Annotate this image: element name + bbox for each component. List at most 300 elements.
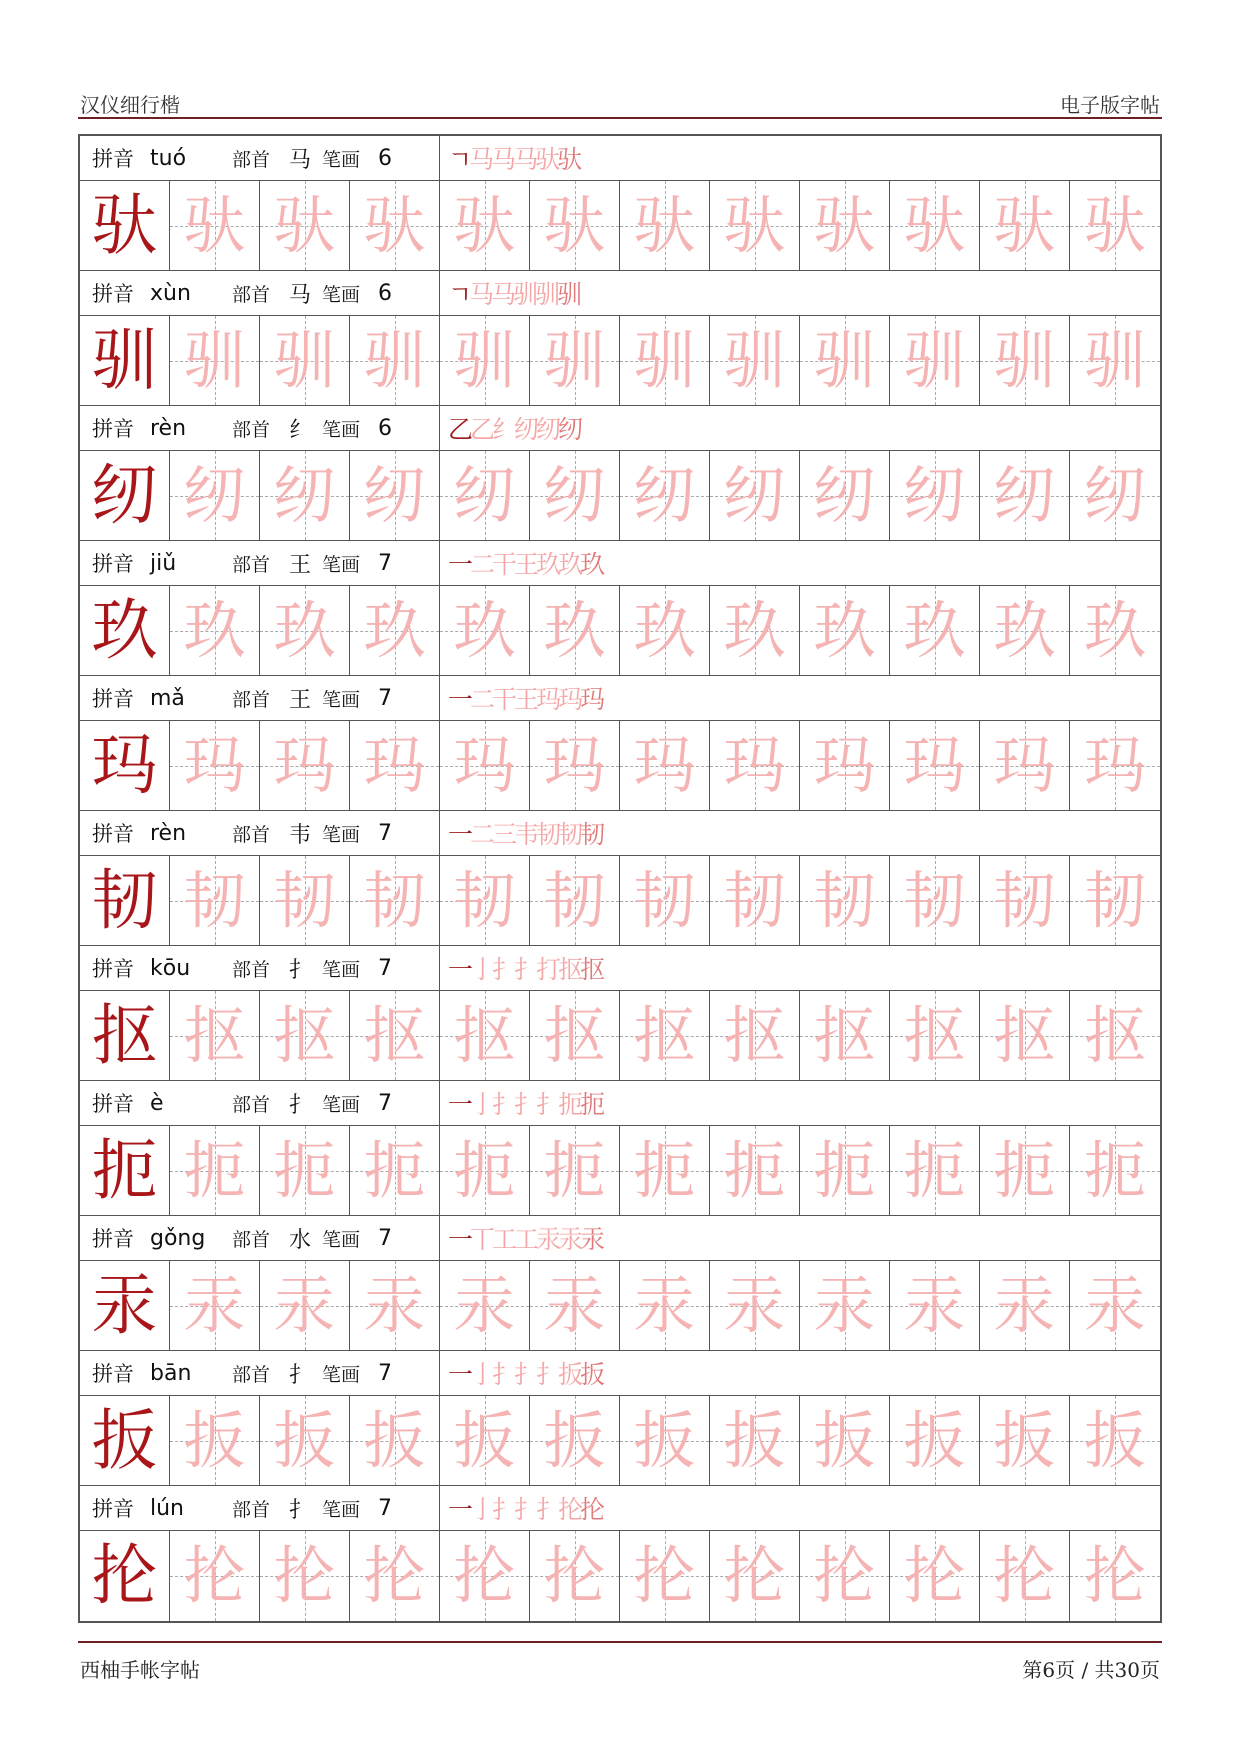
tracing-character: 扼 — [273, 1133, 336, 1207]
tracing-character: 玛 — [633, 728, 696, 802]
tracing-cell[interactable] — [530, 1261, 620, 1350]
radical-value: 王 — [288, 552, 311, 578]
tracing-character: 扳 — [273, 1403, 336, 1477]
stroke-step: 一 — [448, 820, 474, 849]
strokes-value: 6 — [378, 145, 392, 171]
stroke-step: 驯 — [535, 280, 561, 309]
stroke-step: 扌 — [536, 1360, 562, 1389]
tracing-cell[interactable] — [980, 1531, 1070, 1621]
tracing-character: 纫 — [903, 458, 966, 532]
tracing-cell[interactable] — [170, 586, 260, 675]
tracing-cell[interactable] — [800, 1261, 890, 1350]
tracing-cell[interactable] — [890, 1126, 980, 1215]
stroke-step: 驮 — [535, 145, 561, 174]
tracing-cell[interactable] — [980, 721, 1070, 810]
pinyin-label: 拼音 — [92, 1497, 134, 1521]
tracing-cell[interactable] — [890, 991, 980, 1080]
stroke-step: 一 — [448, 1225, 474, 1254]
stroke-step: 一 — [448, 1495, 474, 1524]
pinyin-value: gǒng — [150, 1225, 206, 1251]
tracing-cell[interactable] — [710, 1396, 800, 1485]
tracing-character: 汞 — [543, 1268, 606, 1342]
tracing-cell[interactable] — [620, 181, 710, 270]
entry-info-row — [80, 1351, 1160, 1396]
tracing-cell[interactable] — [980, 181, 1070, 270]
practice-sheet — [78, 134, 1162, 1623]
tracing-cell[interactable] — [890, 181, 980, 270]
tracing-cell[interactable] — [620, 721, 710, 810]
stroke-step: 纟 — [492, 415, 518, 444]
model-character: 抠 — [91, 996, 158, 1074]
tracing-character: 抠 — [993, 998, 1056, 1072]
tracing-character: 驮 — [543, 188, 606, 262]
tracing-character: 玖 — [363, 593, 426, 667]
tracing-character: 抠 — [633, 998, 696, 1072]
entry-info — [80, 946, 440, 990]
radical-label: 部首 — [232, 958, 271, 981]
tracing-cell[interactable] — [350, 721, 440, 810]
model-character: 玛 — [91, 726, 158, 804]
tracing-cell[interactable] — [620, 316, 710, 405]
tracing-cell[interactable] — [530, 451, 620, 540]
tracing-character: 抠 — [183, 998, 246, 1072]
tracing-character: 玖 — [813, 593, 876, 667]
tracing-cell[interactable] — [350, 451, 440, 540]
tracing-cell[interactable] — [1070, 181, 1160, 270]
tracing-character: 抠 — [363, 998, 426, 1072]
tracing-cell[interactable] — [260, 721, 350, 810]
tracing-cell[interactable] — [800, 451, 890, 540]
stroke-step: 扌 — [514, 1495, 540, 1524]
tracing-cell[interactable] — [800, 1531, 890, 1621]
entry-info — [80, 1216, 440, 1260]
tracing-cell[interactable] — [800, 991, 890, 1080]
stroke-sequence — [440, 946, 1160, 990]
pinyin-label: 拼音 — [92, 687, 134, 711]
stroke-step: 纫 — [514, 415, 540, 444]
tracing-cell[interactable] — [1070, 991, 1160, 1080]
tracing-cell[interactable] — [890, 1396, 980, 1485]
model-character: 扳 — [91, 1401, 158, 1479]
tracing-cell[interactable] — [800, 181, 890, 270]
tracing-cell[interactable] — [440, 316, 530, 405]
tracing-cell[interactable] — [260, 991, 350, 1080]
pinyin-label: 拼音 — [92, 282, 134, 306]
tracing-cell[interactable] — [980, 1126, 1070, 1215]
entry-info-row — [80, 406, 1160, 451]
radical-value: 韦 — [288, 822, 311, 848]
model-character: 驮 — [91, 186, 158, 264]
tracing-cell[interactable] — [1070, 1396, 1160, 1485]
tracing-cell[interactable] — [710, 1261, 800, 1350]
radical-value: 王 — [288, 687, 311, 713]
tracing-character: 抡 — [363, 1539, 426, 1612]
entry-info — [80, 136, 440, 180]
model-character-cell — [80, 586, 170, 675]
tracing-character: 抠 — [273, 998, 336, 1072]
tracing-cell[interactable] — [710, 316, 800, 405]
tracing-cell[interactable] — [980, 1396, 1070, 1485]
model-character: 驯 — [91, 321, 158, 399]
tracing-character: 抠 — [1083, 998, 1146, 1072]
tracing-character: 玛 — [543, 728, 606, 802]
tracing-cell[interactable] — [710, 181, 800, 270]
entry-info — [80, 406, 440, 450]
tracing-character: 抡 — [543, 1539, 606, 1612]
tracing-cell[interactable] — [350, 1261, 440, 1350]
tracing-cell[interactable] — [170, 991, 260, 1080]
page-footer — [80, 1648, 1160, 1688]
stroke-step: 三 — [492, 820, 518, 849]
tracing-character: 纫 — [1083, 458, 1146, 532]
tracing-cell[interactable] — [260, 1531, 350, 1621]
tracing-cell[interactable] — [530, 181, 620, 270]
practice-row — [80, 1396, 1160, 1486]
tracing-character: 玖 — [273, 593, 336, 667]
practice-row — [80, 856, 1160, 946]
strokes-value: 7 — [378, 1360, 392, 1386]
tracing-cell[interactable] — [440, 1261, 530, 1350]
radical-value: 扌 — [288, 1092, 311, 1118]
entry-info — [80, 1486, 440, 1530]
tracing-character: 玛 — [723, 728, 786, 802]
tracing-cell[interactable] — [350, 1531, 440, 1621]
stroke-step: 扳 — [558, 1360, 584, 1389]
model-character: 扼 — [91, 1131, 158, 1209]
tracing-cell[interactable] — [350, 856, 440, 945]
stroke-step: 亅 — [470, 1495, 496, 1524]
tracing-character: 扳 — [1083, 1403, 1146, 1477]
stroke-sequence — [440, 811, 1160, 855]
tracing-cell[interactable] — [1070, 856, 1160, 945]
stroke-step: 玛 — [536, 685, 562, 714]
tracing-cell[interactable] — [440, 1126, 530, 1215]
strokes-label: 笔画 — [322, 823, 361, 846]
tracing-cell[interactable] — [800, 856, 890, 945]
tracing-cell[interactable] — [170, 181, 260, 270]
stroke-step: 扌 — [536, 1090, 562, 1119]
tracing-cell[interactable] — [980, 1261, 1070, 1350]
tracing-character: 驮 — [363, 188, 426, 262]
tracing-cell[interactable] — [440, 856, 530, 945]
tracing-character: 抡 — [183, 1539, 246, 1612]
stroke-step: 工 — [514, 1225, 540, 1254]
tracing-character: 玖 — [1083, 593, 1146, 667]
tracing-cell[interactable] — [800, 1126, 890, 1215]
tracing-cell[interactable] — [440, 721, 530, 810]
tracing-character: 纫 — [363, 458, 426, 532]
tracing-cell[interactable] — [980, 586, 1070, 675]
tracing-cell[interactable] — [1070, 1261, 1160, 1350]
tracing-character: 抠 — [453, 998, 516, 1072]
stroke-step: 二 — [470, 685, 496, 714]
tracing-cell[interactable] — [1070, 721, 1160, 810]
tracing-character: 汞 — [1083, 1268, 1146, 1342]
tracing-cell[interactable] — [440, 181, 530, 270]
radical-value: 水 — [288, 1227, 311, 1253]
stroke-step: 马 — [491, 145, 517, 174]
tracing-character: 汞 — [363, 1268, 426, 1342]
tracing-character: 扳 — [903, 1403, 966, 1477]
tracing-character: 纫 — [633, 458, 696, 532]
tracing-cell[interactable] — [530, 316, 620, 405]
stroke-step: 王 — [514, 685, 540, 714]
tracing-character: 扼 — [1083, 1133, 1146, 1207]
tracing-cell[interactable] — [890, 451, 980, 540]
stroke-step: 玖 — [536, 550, 562, 579]
header-rule — [78, 117, 1162, 119]
tracing-cell[interactable] — [620, 1396, 710, 1485]
tracing-cell[interactable] — [1070, 1531, 1160, 1621]
tracing-cell[interactable] — [890, 1261, 980, 1350]
tracing-cell[interactable] — [800, 1396, 890, 1485]
tracing-cell[interactable] — [710, 721, 800, 810]
tracing-character: 抡 — [453, 1539, 516, 1612]
tracing-cell[interactable] — [260, 181, 350, 270]
tracing-cell[interactable] — [1070, 451, 1160, 540]
tracing-cell[interactable] — [170, 856, 260, 945]
tracing-character: 韧 — [543, 863, 606, 937]
stroke-sequence — [440, 1081, 1160, 1125]
pinyin-value: rèn — [150, 820, 187, 846]
stroke-step: ㄱ — [448, 145, 473, 174]
tracing-cell[interactable] — [800, 721, 890, 810]
practice-row — [80, 1126, 1160, 1216]
tracing-cell[interactable] — [980, 316, 1070, 405]
tracing-cell[interactable] — [530, 721, 620, 810]
stroke-sequence — [440, 1486, 1160, 1530]
pinyin-value: kōu — [150, 955, 191, 981]
tracing-character: 韧 — [273, 863, 336, 937]
pinyin-label: 拼音 — [92, 417, 134, 441]
tracing-character: 汞 — [633, 1268, 696, 1342]
tracing-cell[interactable] — [260, 586, 350, 675]
tracing-cell[interactable] — [620, 1261, 710, 1350]
tracing-character: 抡 — [723, 1539, 786, 1612]
tracing-cell[interactable] — [620, 586, 710, 675]
tracing-character: 扼 — [363, 1133, 426, 1207]
tracing-cell[interactable] — [800, 316, 890, 405]
tracing-character: 玖 — [633, 593, 696, 667]
tracing-cell[interactable] — [530, 856, 620, 945]
pinyin-label: 拼音 — [92, 822, 134, 846]
model-character-cell — [80, 1126, 170, 1215]
stroke-step: 驮 — [557, 145, 583, 174]
entry-info-row — [80, 136, 1160, 181]
stroke-step: 韦 — [514, 820, 540, 849]
tracing-character: 玖 — [453, 593, 516, 667]
tracing-cell[interactable] — [710, 1531, 800, 1621]
tracing-character: 驮 — [633, 188, 696, 262]
practice-row — [80, 451, 1160, 541]
tracing-cell[interactable] — [350, 991, 440, 1080]
stroke-step: 扼 — [558, 1090, 584, 1119]
tracing-cell[interactable] — [620, 451, 710, 540]
tracing-cell[interactable] — [350, 1126, 440, 1215]
tracing-character: 玛 — [813, 728, 876, 802]
tracing-character: 玛 — [1083, 728, 1146, 802]
tracing-cell[interactable] — [350, 316, 440, 405]
tracing-character: 韧 — [363, 863, 426, 937]
strokes-value: 7 — [378, 1225, 392, 1251]
tracing-character: 扼 — [723, 1133, 786, 1207]
tracing-cell[interactable] — [620, 1531, 710, 1621]
tracing-cell[interactable] — [260, 856, 350, 945]
stroke-step: 一 — [448, 955, 474, 984]
stroke-step: 汞 — [536, 1225, 562, 1254]
stroke-sequence — [440, 271, 1160, 315]
tracing-cell[interactable] — [260, 316, 350, 405]
tracing-cell[interactable] — [170, 451, 260, 540]
stroke-step: 一 — [448, 1090, 474, 1119]
stroke-step: ㄱ — [448, 280, 473, 309]
tracing-cell[interactable] — [170, 1531, 260, 1621]
strokes-label: 笔画 — [322, 553, 361, 576]
practice-row — [80, 991, 1160, 1081]
tracing-cell[interactable] — [890, 721, 980, 810]
tracing-cell[interactable] — [530, 991, 620, 1080]
radical-value: 扌 — [288, 1497, 311, 1523]
stroke-step: 马 — [469, 280, 495, 309]
strokes-label: 笔画 — [322, 958, 361, 981]
stroke-step: 抡 — [558, 1495, 584, 1524]
tracing-cell[interactable] — [350, 181, 440, 270]
stroke-step: 干 — [492, 685, 518, 714]
tracing-cell[interactable] — [1070, 316, 1160, 405]
tracing-cell[interactable] — [260, 1126, 350, 1215]
pinyin-value: xùn — [150, 280, 191, 306]
tracing-cell[interactable] — [440, 586, 530, 675]
tracing-cell[interactable] — [440, 1396, 530, 1485]
tracing-character: 汞 — [723, 1268, 786, 1342]
tracing-character: 扼 — [183, 1133, 246, 1207]
tracing-character: 汞 — [273, 1268, 336, 1342]
radical-value: 纟 — [288, 417, 311, 443]
strokes-label: 笔画 — [322, 418, 361, 441]
model-character-cell — [80, 181, 170, 270]
stroke-step: 韧 — [536, 820, 562, 849]
stroke-step: 亅 — [470, 1360, 496, 1389]
tracing-character: 玖 — [183, 593, 246, 667]
tracing-character: 韧 — [723, 863, 786, 937]
tracing-cell[interactable] — [530, 1396, 620, 1485]
tracing-cell[interactable] — [170, 721, 260, 810]
tracing-character: 玛 — [903, 728, 966, 802]
stroke-step: 乙 — [470, 415, 496, 444]
stroke-step: 一 — [448, 685, 474, 714]
tracing-cell[interactable] — [530, 1531, 620, 1621]
stroke-step: 抠 — [580, 955, 606, 984]
tracing-character: 扼 — [993, 1133, 1056, 1207]
tracing-character: 扳 — [183, 1403, 246, 1477]
entry-info — [80, 1081, 440, 1125]
radical-label: 部首 — [232, 1363, 271, 1386]
tracing-cell[interactable] — [260, 1396, 350, 1485]
stroke-sequence — [440, 541, 1160, 585]
tracing-cell[interactable] — [170, 1261, 260, 1350]
tracing-cell[interactable] — [980, 991, 1070, 1080]
strokes-label: 笔画 — [322, 283, 361, 306]
tracing-cell[interactable] — [710, 856, 800, 945]
tracing-cell[interactable] — [890, 856, 980, 945]
tracing-cell[interactable] — [800, 586, 890, 675]
stroke-step: 扌 — [492, 955, 518, 984]
tracing-cell[interactable] — [530, 1126, 620, 1215]
model-character-cell — [80, 991, 170, 1080]
tracing-cell[interactable] — [350, 586, 440, 675]
tracing-cell[interactable] — [1070, 586, 1160, 675]
tracing-character: 驯 — [903, 323, 966, 397]
tracing-cell[interactable] — [890, 1531, 980, 1621]
tracing-cell[interactable] — [170, 316, 260, 405]
tracing-cell[interactable] — [620, 991, 710, 1080]
strokes-value: 6 — [378, 280, 392, 306]
tracing-cell[interactable] — [890, 316, 980, 405]
tracing-cell[interactable] — [440, 991, 530, 1080]
tracing-cell[interactable] — [980, 451, 1070, 540]
stroke-step: 扼 — [580, 1090, 606, 1119]
pinyin-label: 拼音 — [92, 1362, 134, 1386]
tracing-character: 扳 — [813, 1403, 876, 1477]
tracing-character: 抠 — [543, 998, 606, 1072]
tracing-cell[interactable] — [530, 586, 620, 675]
stroke-sequence — [440, 676, 1160, 720]
pinyin-label: 拼音 — [92, 1227, 134, 1251]
tracing-cell[interactable] — [710, 451, 800, 540]
footer-left-text: 西柚手帐字帖 — [80, 1657, 200, 1682]
tracing-cell[interactable] — [260, 451, 350, 540]
tracing-character: 扳 — [543, 1403, 606, 1477]
tracing-character: 玛 — [363, 728, 426, 802]
tracing-cell[interactable] — [170, 1126, 260, 1215]
strokes-value: 7 — [378, 1090, 392, 1116]
tracing-cell[interactable] — [710, 1126, 800, 1215]
tracing-character: 抡 — [993, 1539, 1056, 1612]
model-character-cell — [80, 1261, 170, 1350]
tracing-cell[interactable] — [440, 451, 530, 540]
tracing-cell[interactable] — [710, 586, 800, 675]
radical-value: 扌 — [288, 957, 311, 983]
tracing-character: 扳 — [633, 1403, 696, 1477]
tracing-cell[interactable] — [350, 1396, 440, 1485]
tracing-character: 驯 — [363, 323, 426, 397]
tracing-cell[interactable] — [440, 1531, 530, 1621]
tracing-cell[interactable] — [890, 586, 980, 675]
tracing-character: 扳 — [993, 1403, 1056, 1477]
strokes-label: 笔画 — [322, 1498, 361, 1521]
tracing-character: 抡 — [1083, 1539, 1146, 1612]
strokes-label: 笔画 — [322, 1093, 361, 1116]
entry-info-row — [80, 1216, 1160, 1261]
tracing-cell[interactable] — [1070, 1126, 1160, 1215]
stroke-step: 汞 — [580, 1225, 606, 1254]
tracing-cell[interactable] — [980, 856, 1070, 945]
tracing-cell[interactable] — [620, 856, 710, 945]
stroke-step: 驯 — [557, 280, 583, 309]
tracing-cell[interactable] — [710, 991, 800, 1080]
tracing-character: 扳 — [453, 1403, 516, 1477]
stroke-step: 玖 — [580, 550, 606, 579]
stroke-step: 扌 — [514, 1360, 540, 1389]
stroke-step: 扌 — [492, 1360, 518, 1389]
tracing-cell[interactable] — [620, 1126, 710, 1215]
radical-value: 马 — [288, 147, 311, 173]
tracing-character: 玛 — [183, 728, 246, 802]
tracing-character: 韧 — [903, 863, 966, 937]
header-right-title: 电子版字帖 — [1060, 93, 1160, 117]
tracing-cell[interactable] — [170, 1396, 260, 1485]
tracing-cell[interactable] — [260, 1261, 350, 1350]
